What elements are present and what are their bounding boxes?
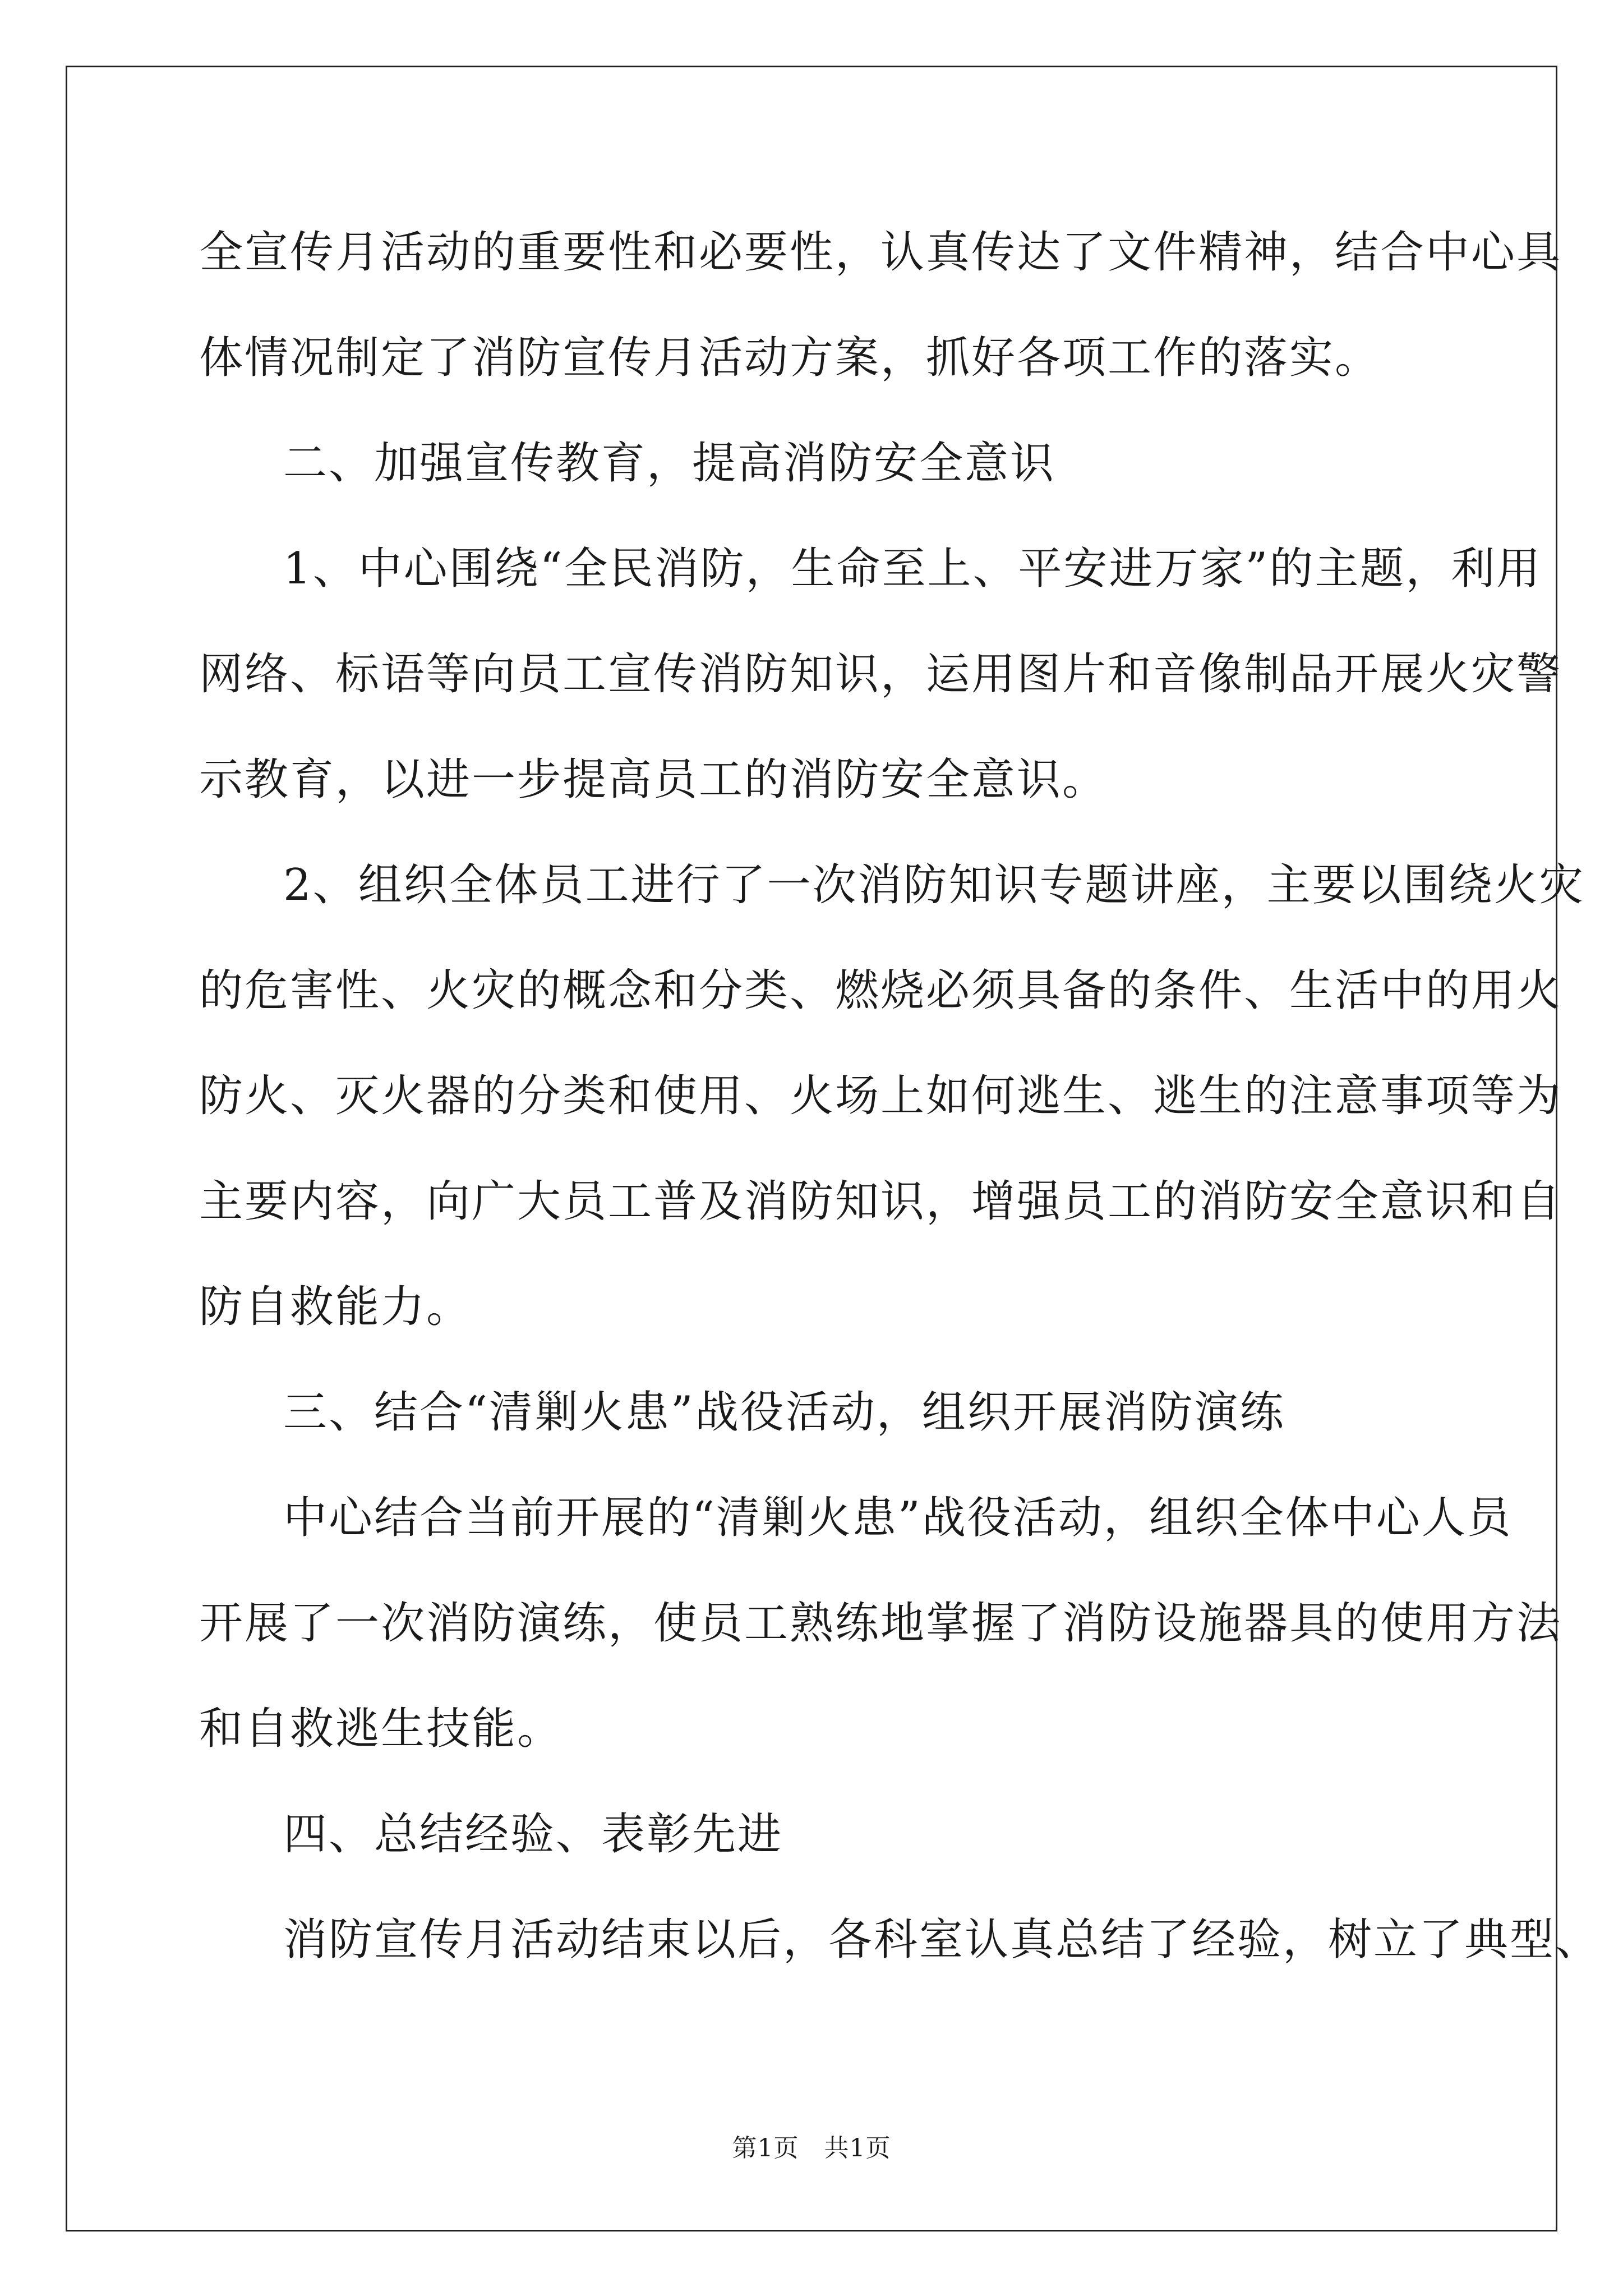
text-line: 全宣传月活动的重要性和必要性，认真传达了文件精神，结合中心具 [199,227,1562,278]
text-line: 2、组织全体员工进行了一次消防知识专题讲座，主要以围绕火灾 [283,860,1585,910]
text-line: 开展了一次消防演练，使员工熟练地掌握了消防设施器具的使用方法 [199,1598,1562,1649]
page-border [66,66,1557,2231]
text-line: 网络、标语等向员工宣传消防知识，运用图片和音像制品开展火灾警 [199,649,1562,700]
text-line: 防自救能力。 [199,1282,472,1332]
section-heading: 二、加强宣传教育，提高消防安全意识 [283,438,1056,489]
page-number: 第1页 共1页 [732,2134,891,2162]
section-heading: 四、总结经验、表彰先进 [283,1809,783,1860]
text-line: 1、中心围绕“全民消防，生命至上、平安进万家”的主题，利用 [283,544,1542,594]
text-line: 主要内容，向广大员工普及消防知识，增强员工的消防安全意识和自 [199,1176,1562,1227]
text-line: 防火、灭火器的分类和使用、火场上如何逃生、逃生的注意事项等为 [199,1071,1562,1121]
text-line: 消防宣传月活动结束以后，各科室认真总结了经验，树立了典型、 [283,1915,1601,1965]
text-line: 示教育，以进一步提高员工的消防安全意识。 [199,754,1108,805]
text-line: 和自救逃生技能。 [199,1704,563,1754]
text-line: 的危害性、火灾的概念和分类、燃烧必须具备的条件、生活中的用火 [199,965,1562,1016]
text-line: 体情况制定了消防宣传月活动方案，抓好各项工作的落实。 [199,333,1381,383]
section-heading: 三、结合“清剿火患”战役活动，组织开展消防演练 [283,1387,1285,1438]
text-line: 中心结合当前开展的“清剿火患”战役活动，组织全体中心人员 [283,1493,1513,1543]
